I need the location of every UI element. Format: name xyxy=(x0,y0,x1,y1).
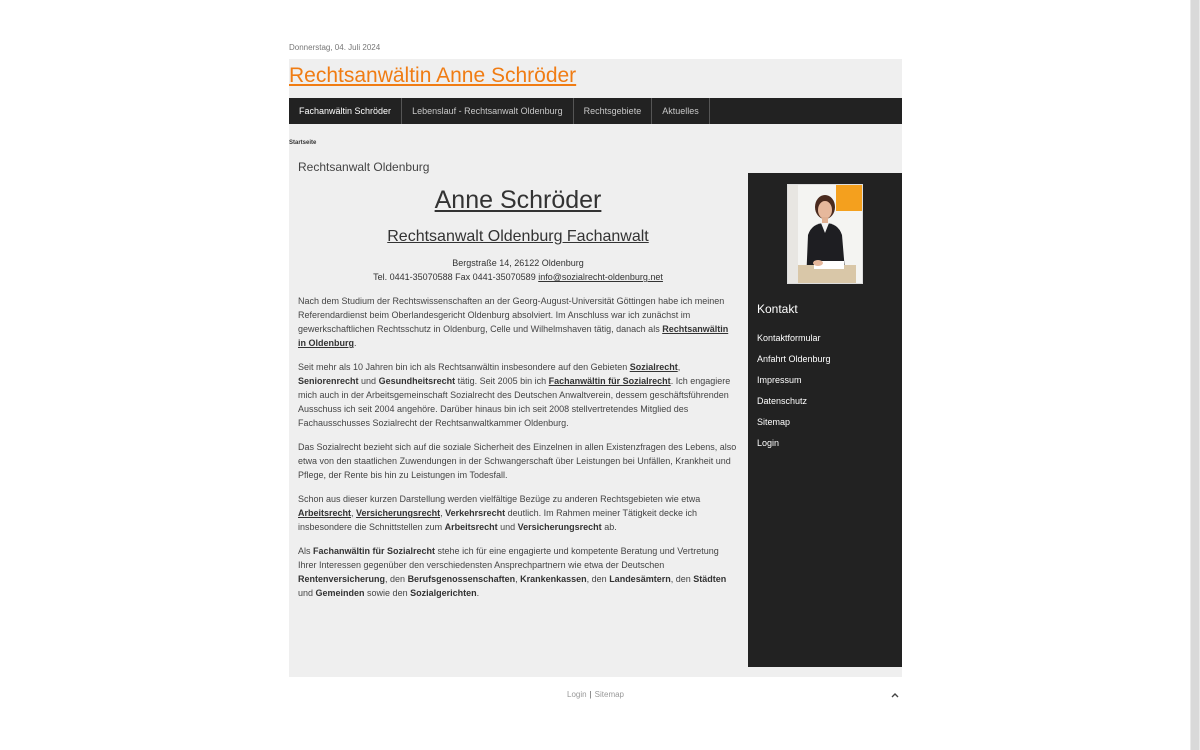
paragraph-taetigkeit xyxy=(298,360,738,430)
footer-separator: | xyxy=(589,690,592,699)
street-address: Bergstraße 14, 26122 Oldenburg xyxy=(452,258,584,268)
text-span: und xyxy=(358,376,379,386)
text-span: , den xyxy=(586,574,610,584)
text-span: tätig. Seit 2005 bin ich xyxy=(455,376,549,386)
footer-login-link[interactable]: Login xyxy=(567,690,587,699)
site-title-link[interactable]: Rechtsanwältin Anne Schröder xyxy=(289,64,577,87)
sidebar-menu xyxy=(757,331,831,457)
text-span: sowie den xyxy=(364,588,411,598)
sidebar-item-kontaktformular[interactable]: Kontaktformular xyxy=(757,333,821,343)
bold-verkehrsrecht: Verkehrsrecht xyxy=(445,508,506,518)
portrait-photo xyxy=(787,184,863,284)
text-span: , den xyxy=(385,574,408,584)
link-fachanwaeltin-sozialrecht[interactable]: Fachanwältin für Sozialrecht xyxy=(548,376,671,386)
text-span: . xyxy=(354,338,357,348)
nav-item-fachanwaeltin[interactable]: Fachanwältin Schröder xyxy=(289,98,402,124)
text-span: Als xyxy=(298,546,314,556)
sidebar-item-sitemap[interactable]: Sitemap xyxy=(757,417,791,427)
text-span: und xyxy=(497,522,518,532)
subtitle-heading[interactable]: Rechtsanwalt Oldenburg Fachanwalt xyxy=(387,228,649,245)
bold-gesundheitsrecht: Gesundheitsrecht xyxy=(378,376,456,386)
text-span: Schon aus dieser kurzen Darstellung werden vielfältige Bezüge zu anderen Rechtsgebieten wie etwa xyxy=(298,494,701,504)
sidebar-item-anfahrt[interactable]: Anfahrt Oldenburg xyxy=(757,354,831,364)
sidebar-item-login[interactable]: Login xyxy=(757,438,780,448)
text-span: stehe ich für eine engagierte und kompetente Beratung und Vertretung Ihrer Interessen gegenüber den verschiedensten Ansprechpartnern wie etwa der Deutschen xyxy=(298,546,719,570)
page-scrollbar[interactable] xyxy=(1190,0,1200,750)
scrollbar-thumb[interactable] xyxy=(1191,0,1199,750)
text-span: . Ich engagiere mich auch in der Arbeitsgemeinschaft Sozialrecht des Deutschen Anwaltverein, dessem geschäftsführenden Ausschuss ich seit 2004 angehöre. Darüber hinaus bin ich seit 2008 stellvertretendes Mitglied des Fachausschusses Sozialrecht der Rechtsanwaltkammer Oldenburg. xyxy=(298,376,731,428)
nav-item-aktuelles[interactable]: Aktuelles xyxy=(652,98,710,124)
sidebar xyxy=(748,173,902,667)
portrait-illustration xyxy=(788,185,862,283)
bold-rentenversicherung: Rentenversicherung xyxy=(298,574,386,584)
bold-staedten: Städten xyxy=(693,574,727,584)
bold-arbeitsrecht: Arbeitsrecht xyxy=(444,522,498,532)
text-span: , xyxy=(677,362,681,372)
phone-fax: Tel. 0441-35070588 Fax 0441-35070589 xyxy=(373,272,536,282)
text-span: ab. xyxy=(601,522,617,532)
page-heading: Rechtsanwalt Oldenburg xyxy=(298,160,430,174)
link-versicherungsrecht[interactable]: Versicherungsrecht xyxy=(356,508,441,518)
paragraph-beratung xyxy=(298,544,738,600)
text-span: Nach dem Studium der Rechtswissenschaften an der Georg-August-Universität Göttingen habe ich meinen Referendardienst beim Oberlandesgericht Oldenburg absolviert. Im Anschluss war ich zunächst im gewerkschaftlichen Rechtsschutz in Oldenburg, Celle und Wilhelmshaven tätig, danach als xyxy=(298,296,725,334)
bold-sozialgerichten: Sozialgerichten xyxy=(410,588,477,598)
text-span: , xyxy=(351,508,357,518)
paragraph-studium xyxy=(298,294,738,350)
link-rechtsanwaeltin-oldenburg[interactable]: Rechtsanwältin in Oldenburg xyxy=(298,324,729,348)
text-span: deutlich. Im Rahmen meiner Tätigkeit decke ich insbesondere die Schnittstellen zum xyxy=(298,508,698,532)
text-span: , xyxy=(440,508,446,518)
main-navigation xyxy=(289,98,902,124)
bold-fachanwaeltin: Fachanwältin für Sozialrecht xyxy=(313,546,436,556)
chevron-up-icon[interactable] xyxy=(889,688,901,700)
main-content xyxy=(298,186,738,600)
link-sozialrecht[interactable]: Sozialrecht xyxy=(629,362,678,372)
bold-landesaemtern: Landesämtern xyxy=(609,574,671,584)
current-date: Donnerstag, 04. Juli 2024 xyxy=(289,43,381,52)
breadcrumb[interactable]: Startseite xyxy=(289,140,317,146)
sidebar-title: Kontakt xyxy=(757,302,798,316)
bold-versicherungsrecht: Versicherungsrecht xyxy=(517,522,602,532)
text-span: , xyxy=(515,574,521,584)
nav-item-lebenslauf[interactable]: Lebenslauf - Rechtsanwalt Oldenburg xyxy=(402,98,574,124)
footer-sitemap-link[interactable]: Sitemap xyxy=(594,690,625,699)
footer-links xyxy=(567,690,624,699)
address-block xyxy=(298,256,738,284)
email-link[interactable]: info@sozialrecht-oldenburg.net xyxy=(538,272,663,282)
sidebar-item-impressum[interactable]: Impressum xyxy=(757,375,802,385)
bold-gemeinden: Gemeinden xyxy=(315,588,365,598)
paragraph-bezuege xyxy=(298,492,738,534)
sidebar-item-datenschutz[interactable]: Datenschutz xyxy=(757,396,808,406)
nav-item-rechtsgebiete[interactable]: Rechtsgebiete xyxy=(574,98,653,124)
paragraph-sozialrecht: Das Sozialrecht bezieht sich auf die soziale Sicherheit des Einzelnen in allen Existenzfragen des Lebens, also etwa von den staatlichen Zuwendungen in der Schwangerschaft über Leistungen bei Unfällen, Krankheit und Pflege, der Rente bis hin zu Leistungen im Todesfall. xyxy=(298,442,737,480)
contact-line xyxy=(298,270,738,284)
text-span: . xyxy=(476,588,480,598)
bold-krankenkassen: Krankenkassen xyxy=(520,574,587,584)
lawyer-name-heading[interactable]: Anne Schröder xyxy=(434,186,602,214)
text-span: und xyxy=(298,588,316,598)
bold-seniorenrecht: Seniorenrecht xyxy=(298,376,359,386)
link-arbeitsrecht[interactable]: Arbeitsrecht xyxy=(298,508,352,518)
text-span: , den xyxy=(670,574,694,584)
bold-berufsgenossenschaften: Berufsgenossenschaften xyxy=(407,574,516,584)
chevron-up-glyph xyxy=(889,689,901,701)
text-span: Seit mehr als 10 Jahren bin ich als Rechtsanwältin insbesondere auf den Gebieten xyxy=(298,362,630,372)
